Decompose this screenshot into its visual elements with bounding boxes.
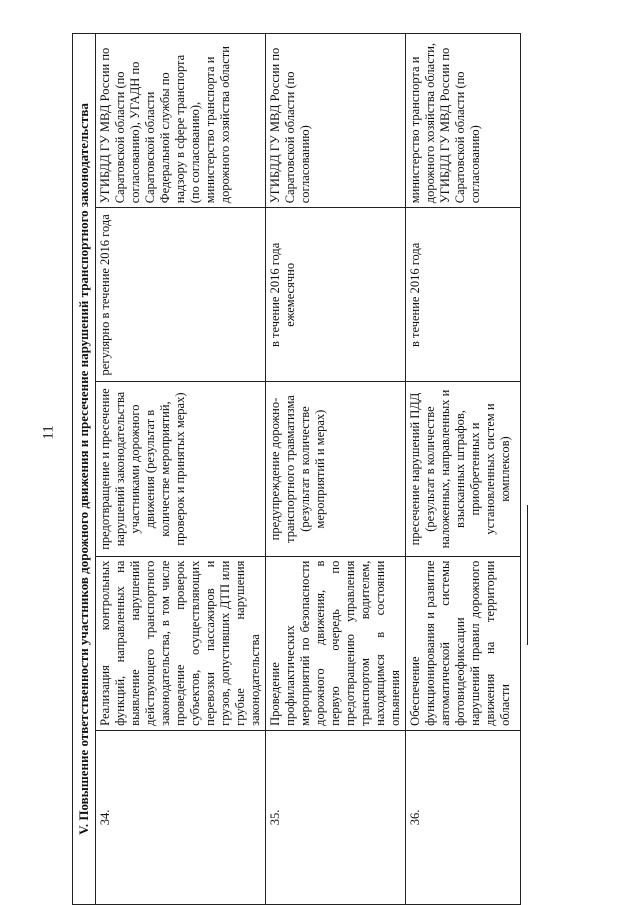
indicator-cell: предотвращение и пресечение нарушений законодательства участниками дорожного движения (результат в количестве мероприятий, проверок и принятых мерах) — [96, 382, 266, 556]
row-number: 35. — [266, 730, 406, 904]
measure-cell: Реализация контрольных функций, направленных на выявление нарушений действующего транспортного законодательства, в том числе проведение проверок субъектов, осуществляющих перевозки пассажиров и грузов, допустивших ДТП или грубые нарушения законодательства — [96, 556, 266, 730]
section-heading-row — [73, 34, 96, 905]
term-cell: регулярно в течение 2016 года — [96, 208, 266, 382]
executor-cell: УГИБДД ГУ МВД России по Саратовской области (по согласованию) — [266, 34, 406, 208]
table-row — [96, 34, 266, 905]
indicator-cell: пресечение нарушений ПДД (результат в количестве наложенных, направленных и взысканных штрафов, приобретенных и установленных систем и комплексов) — [406, 382, 521, 556]
page-number: 11 — [40, 425, 57, 440]
measures-table — [72, 33, 521, 905]
executor-cell: УГИБДД ГУ МВД России по Саратовской области (по согласованию), УГАДН по Саратовской области Федеральной службы по надзору в сфере транспорта (по согласованию), министерство транспорта и дорожного хозяйства области — [96, 34, 266, 208]
measure-cell: Проведение профилактических мероприятий по безопасности дорожного движения, в первую очередь по предотвращению управления транспортом водителем, находящимся в состоянии опьянения — [266, 556, 406, 730]
table-row — [406, 34, 521, 905]
section-heading: V. Повышение ответственности участников дорожного движения и пресечение нарушений транспортного законодательства — [73, 34, 96, 905]
table-row — [266, 34, 406, 905]
measure-cell: Обеспечение функционирования и развитие автоматической системы фотовидеофиксации нарушений правил дорожного движения на территории области — [406, 556, 521, 730]
footer-rule — [527, 505, 528, 645]
executor-cell: министерство транспорта и дорожного хозяйства области, УГИБДД ГУ МВД России по Саратовской области (по согласованию) — [406, 34, 521, 208]
row-number: 36. — [406, 730, 521, 904]
term-cell: в течение 2016 года — [406, 208, 521, 382]
rotated-table-container — [72, 33, 512, 905]
row-number: 34. — [96, 730, 266, 904]
indicator-cell: предупреждение дорожно-транспортного травматизма (результат в количестве мероприятий и мерах) — [266, 382, 406, 556]
term-cell: в течение 2016 года ежемесячно — [266, 208, 406, 382]
